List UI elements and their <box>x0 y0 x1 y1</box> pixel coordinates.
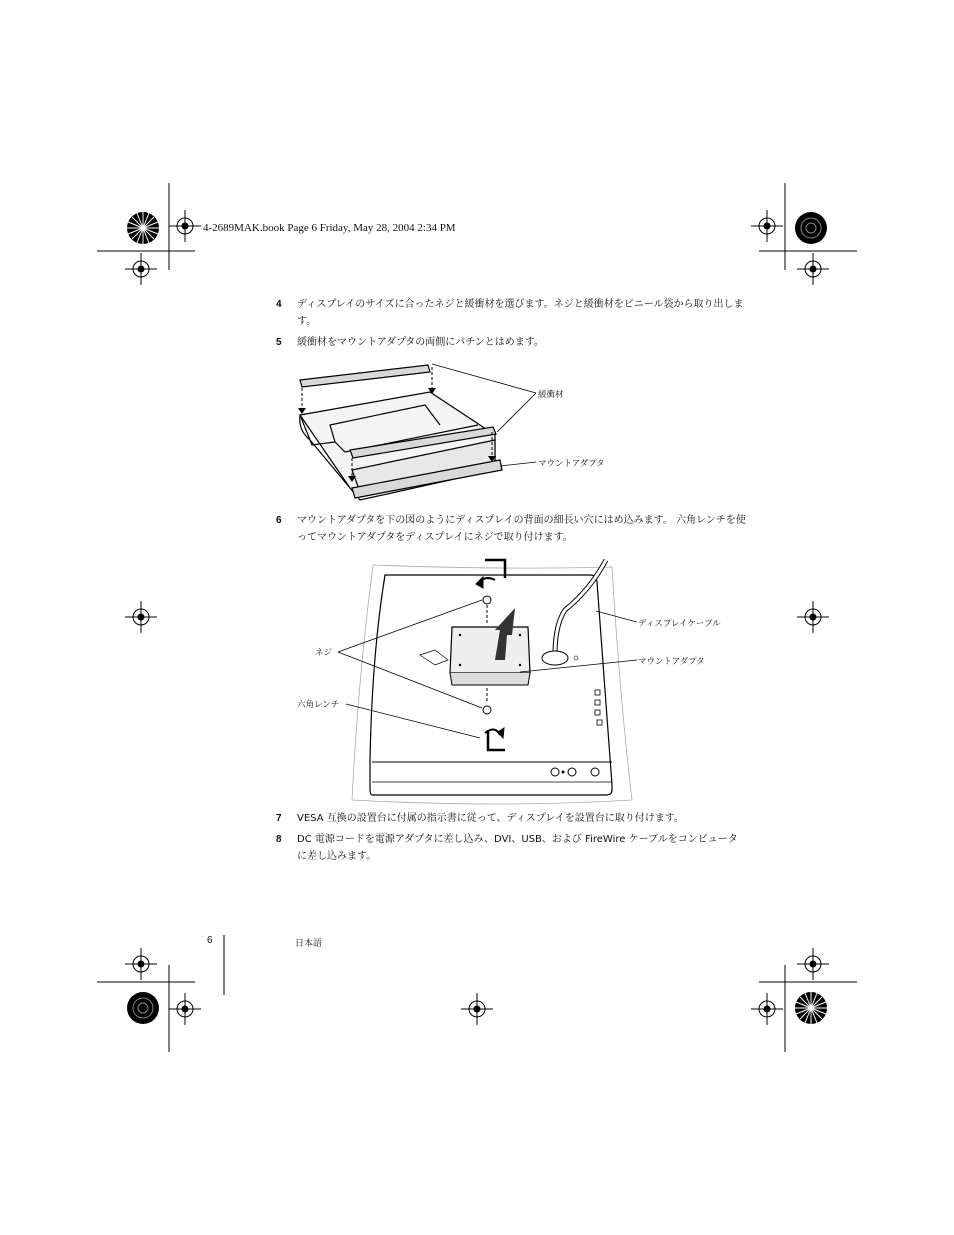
registration-mark <box>125 210 829 1025</box>
step-8 <box>276 831 746 865</box>
label-cushion: 緩衝材 <box>538 390 564 400</box>
step-text: 緩衝材をマウントアダプタの両側にパチンとはめます。 <box>297 337 544 348</box>
step-5 <box>276 334 746 351</box>
step-number: 7 <box>276 813 282 824</box>
step-number: 6 <box>276 515 282 526</box>
step-number: 8 <box>276 834 282 845</box>
label-mount-adapter: マウントアダプタ <box>538 459 605 469</box>
label-hex-wrench: 六角レンチ <box>297 700 340 710</box>
step-6 <box>276 512 746 546</box>
step-text: VESA 互換の設置台に付属の指示書に従って、ディスプレイを設置台に取り付けます。 <box>297 813 685 824</box>
label-mount-adapter-2: マウントアダプタ <box>638 657 705 667</box>
step-text: マウントアダプタを下の図のようにディスプレイの背面の細長い穴にはめ込みます。 六角レンチを使ってマウントアダプタをディスプレイにネジで取り付けます。 <box>297 515 746 543</box>
print-slug: 4-2689MAK.book Page 6 Friday, May 28, 2004 2:34 PM <box>203 222 456 234</box>
page-number: 6 <box>207 935 213 946</box>
step-7 <box>276 810 746 827</box>
footer-language: 日本語 <box>295 939 323 949</box>
step-text: DC 電源コードを電源アダプタに差し込み、DVI、USB、および FireWire ケーブルをコンピュータに差し込みます。 <box>297 834 738 862</box>
label-screw: ネジ <box>315 648 333 658</box>
step-number: 5 <box>276 337 282 348</box>
step-4 <box>276 296 746 330</box>
label-display-cable: ディスプレイケーブル <box>638 619 721 629</box>
step-text: ディスプレイのサイズに合ったネジと緩衝材を選びます。ネジと緩衝材をビニール袋から取り出します。 <box>297 299 744 327</box>
step-number: 4 <box>276 299 282 310</box>
